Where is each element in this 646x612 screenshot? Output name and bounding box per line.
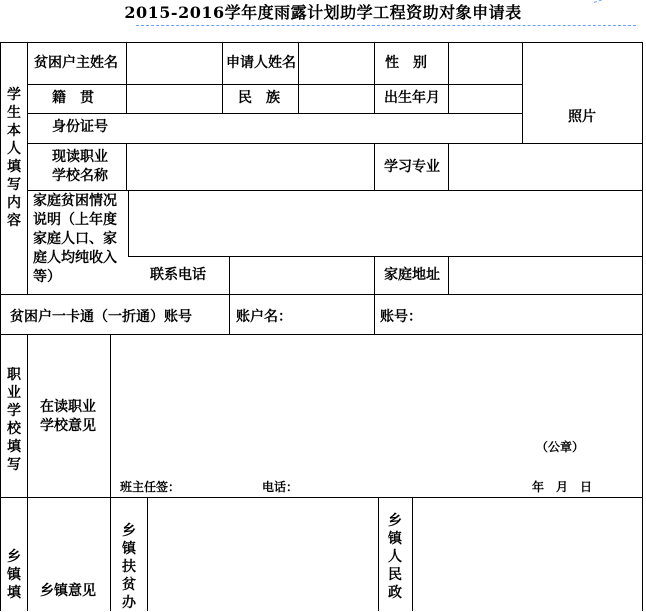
rule-row7 <box>0 294 643 295</box>
rule-col-g <box>110 334 111 611</box>
section-town-label: 乡镇填 <box>7 549 21 601</box>
rule-row6 <box>128 256 643 257</box>
label-id-number: 身份证号 <box>52 119 108 135</box>
rule-row5 <box>27 190 643 191</box>
label-card-account: 贫困户一卡通（一折通）账号 <box>10 309 192 325</box>
rule-col-d2 <box>374 143 375 190</box>
label-photo: 照片 <box>568 109 596 125</box>
rule-row4 <box>27 143 643 144</box>
rule-col-section-lower <box>27 334 28 611</box>
label-gender: 性 别 <box>385 55 427 71</box>
rule-top <box>0 42 643 43</box>
rule-row8 <box>0 334 643 335</box>
rule-col-j <box>412 497 413 611</box>
rule-col-h <box>147 497 148 611</box>
label-current-school: 现读职业学校名称 <box>52 149 108 184</box>
label-family-description: 家庭贫困情况说明（上年度家庭人口、家庭人均纯收入等） <box>33 193 117 285</box>
label-date: 年 月 日 <box>532 480 593 494</box>
rule-col-section <box>27 42 28 294</box>
label-town-poverty-office: 乡镇扶贫办 <box>122 523 136 611</box>
rule-col-e1 <box>448 42 449 114</box>
label-applicant-name: 申请人姓名 <box>226 55 296 71</box>
label-town-opinion: 乡镇意见 <box>40 583 96 599</box>
label-major: 学习专业 <box>384 159 440 175</box>
rule-col-c <box>298 42 299 114</box>
label-birth-date: 出生年月 <box>384 90 440 106</box>
section-school-label: 职业学校填写 <box>7 367 21 473</box>
label-contact-phone: 联系电话 <box>150 267 206 283</box>
form-title: 2015-2016学年度雨露计划助学工程资助对象申请表 <box>124 3 522 22</box>
title-dashed-underline <box>136 25 636 26</box>
label-town-government: 乡镇人民政 <box>388 513 402 601</box>
rule-col-photo <box>522 42 523 144</box>
rule-col-i <box>378 497 379 611</box>
label-teacher-sign: 班主任签： <box>120 480 181 494</box>
rule-col-a3 <box>128 190 129 256</box>
label-poor-head-name: 贫困户主姓名 <box>34 55 118 71</box>
rule-col-d3 <box>374 256 375 334</box>
label-seal: （公章） <box>536 440 585 454</box>
rule-col-d1 <box>374 42 375 114</box>
rule-left <box>0 42 1 611</box>
section-student-label: 学生本人填写内容 <box>7 87 21 229</box>
rule-col-e2 <box>448 143 449 190</box>
rule-row9 <box>0 497 643 498</box>
label-phone: 电话： <box>262 480 299 494</box>
rule-right <box>642 42 643 611</box>
label-school-opinion: 在读职业学校意见 <box>40 399 96 434</box>
label-native-place: 籍 贯 <box>52 90 94 106</box>
rule-col-e3 <box>448 256 449 294</box>
label-account-name: 账户名： <box>236 309 292 325</box>
rule-col-b <box>222 42 223 114</box>
rule-col-a1 <box>126 42 127 114</box>
label-account-number: 账号： <box>380 309 422 325</box>
rule-col-f <box>229 256 230 334</box>
label-home-address: 家庭地址 <box>384 267 440 283</box>
rule-col-a2 <box>126 143 127 190</box>
label-ethnicity: 民 族 <box>238 90 280 106</box>
